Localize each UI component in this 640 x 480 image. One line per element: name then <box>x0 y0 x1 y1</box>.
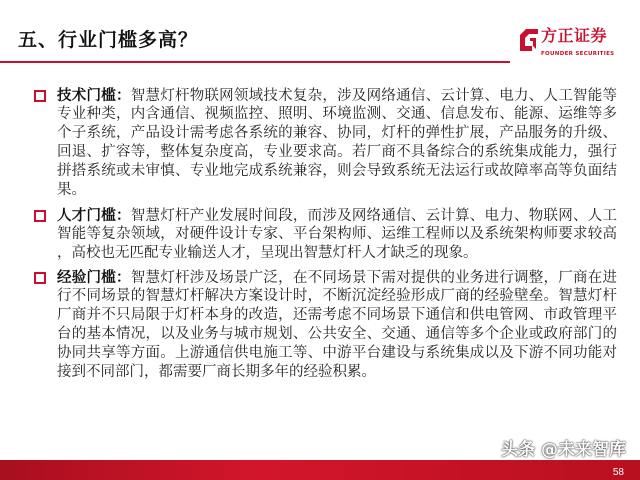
logo-text-en: FOUNDER SECURITIES <box>541 51 615 57</box>
text-line: 厂商并不只局限于灯杆本身的改造，还需考虑不同场景下通信和供电管网、市政管理平 <box>57 307 617 323</box>
logo-text-cn: 方正证券 <box>541 26 608 45</box>
square-bullet-icon <box>34 90 46 102</box>
page-title: 五、行业门槛多高？ <box>18 29 199 51</box>
founder-securities-logo <box>520 26 635 64</box>
text-line: 智慧灯杆产业发展时间段，而涉及网络通信、云计算、电力、物联网、人工 <box>130 208 617 224</box>
text-line: 台的基本情况，以及业务与城市规划、公共安全、交通、通信等多个企业或政府部门的 <box>57 326 617 342</box>
text-line: 接到不同部门，都需要厂商长期多年的经验积累。 <box>57 364 376 380</box>
text-line: ，高校也无匹配专业输送人才，呈现出智慧灯杆人才缺乏的现象。 <box>57 245 478 261</box>
paragraph-heading: 技术门槛： <box>57 87 131 104</box>
text-line: 专业种类，内含通信、视频监控、照明、环境监测、交通、信息发布、能源、运维等多 <box>57 106 617 122</box>
text-line: 行不同场景的智慧灯杆解决方案设计时，不断沉淀经验形成厂商的经验壁垒。智慧灯杆 <box>57 288 617 304</box>
footer-bar <box>0 460 640 480</box>
square-bullet-icon <box>34 272 46 284</box>
paragraph-heading: 经验门槛： <box>57 269 131 286</box>
text-line: 智慧灯杆物联网领域技术复杂，涉及网络通信、云计算、电力、人工智能等 <box>130 88 617 104</box>
square-bullet-icon <box>34 210 46 222</box>
text-line: 果。 <box>57 182 86 198</box>
paragraph-heading: 人才门槛： <box>57 207 131 224</box>
text-line: 智慧灯杆涉及场景广泛，在不同场景下需对提供的业务进行调整，厂商在进 <box>130 270 617 286</box>
page-number: 58 <box>612 467 624 478</box>
text-line: 拼搭系统或未审慎、专业地完成系统兼容，则会导致系统无法运行或故障率高等负面结 <box>57 163 617 179</box>
text-line: 协同共享等方面。上游通信供电施工等、中游平台建设与系统集成以及下游不同功能对 <box>57 345 617 361</box>
title-divider <box>0 61 510 63</box>
text-line: 回退、扩容等，整体复杂度高，专业要求高。若厂商不具备综合的系统集成能力，强行 <box>57 144 617 160</box>
watermark: 头条 @未来智库 <box>501 440 626 460</box>
text-line: 智能等复杂领域，对硬件设计专家、平台架构师、运维工程师以及系统架构师要求较高 <box>57 226 617 242</box>
text-line: 个子系统，产品设计需考虑各系统的兼容、协同，灯杆的弹性扩展，产品服务的升级、 <box>57 125 617 141</box>
logo-mark-icon <box>520 29 538 51</box>
